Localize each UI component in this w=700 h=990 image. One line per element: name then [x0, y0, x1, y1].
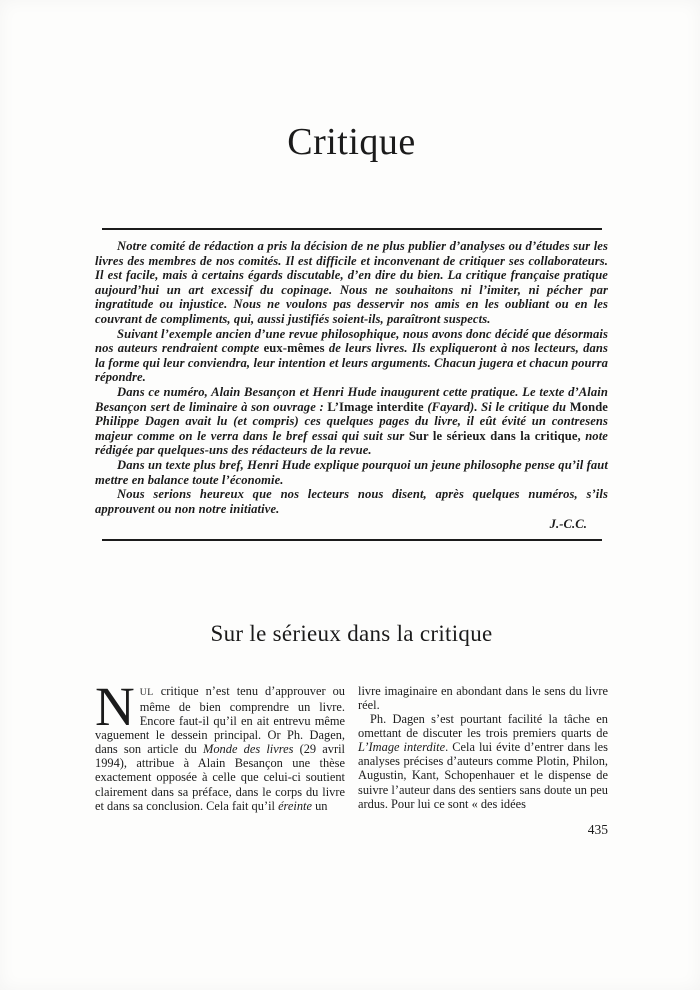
- drop-cap: N: [95, 675, 135, 737]
- horizontal-rule-bottom: [102, 539, 602, 541]
- page-number: 435: [587, 821, 608, 837]
- preamble-paragraph-5: Nous serions heureux que nos lecteurs nous disent, après quelques numéros, s’ils approuvent ou non notre initiative.: [95, 487, 608, 516]
- article-paragraph-opening-text: critique n’est tenu d’approuver ou même de bien comprendre un livre. Encore faut-il qu’il en ait entrevu même vaguement le dessein principal. Or Ph. Dagen, dans son article du Monde des livres (29 avril 1994), attribue à Alain Besançon une thèse exactement opposée à celle que celui-ci soutient clairement dans sa préface, dans le corps du livre et dans sa conclusion. Cela fait qu’il éreinte un: [95, 683, 346, 813]
- article-paragraph-continuation: livre imaginaire en abondant dans le sens du livre réel.: [358, 683, 608, 712]
- left-column: [95, 675, 346, 813]
- article-columns: [95, 675, 608, 813]
- article-title: Sur le sérieux dans la critique: [210, 620, 493, 646]
- horizontal-rule-top: [102, 228, 602, 230]
- preamble-paragraph-3: Dans ce numéro, Alain Besançon et Henri Hude inaugurent cette pratique. Le texte d’Alain Besançon sert de liminaire à son ouvrage : L’Image interdite (Fayard). Si le critique du Monde Philippe Dagen avait lu (et compris) ces quelques pages du livre, il eût évité un contresens majeur comme on le verra dans le bref essai qui suit sur Sur le sérieux dans la critique, note rédigée par quelques-uns des rédacteurs de la revue.: [95, 384, 608, 458]
- article-paragraph-opening: [95, 675, 346, 813]
- right-column: [358, 684, 608, 813]
- preamble-paragraph-1: Notre comité de rédaction a pris la décision de ne plus publier d’analyses ou d’études sur les livres des membres de nos comités. Il est difficile et inconvenant de critiquer ses collaborateurs. Il est facile, mais à certains égards discutable, d’en dire du bien. La critique française pratique aujourd’hui un art excessif du copinage. Nous ne souhaitons ni l’imiter, ni pécher par ingratitude ou injustice. Nous ne voulons pas desservir nos amis en les oubliant ou en les couvrant de compliments, qui, aussi justifiés soient-ils, paraîtront suspects.: [95, 239, 608, 326]
- editor-signature: J.-C.C.: [549, 517, 587, 532]
- page-title: Critique: [287, 121, 416, 163]
- article-paragraph-2: Ph. Dagen s’est pourtant facilité la tâche en omettant de discuter les trois premiers quarts de L’Image interdite. Cela lui évite d’entrer dans les analyses précises d’auteurs comme Plotin, Philon, Augustin, Kant, Schopenhauer et le dispense de suivre l’auteur dans des sentiers sans doute un peu ardus. Pour lui ce sont « des idées: [358, 712, 608, 811]
- drop-cap-smallcaps: UL: [139, 686, 154, 698]
- editorial-preamble: [95, 239, 608, 532]
- preamble-paragraph-4: Dans un texte plus bref, Henri Hude explique pourquoi un jeune philosophe pense qu’il faut mettre en balance toute l’économie.: [95, 457, 608, 487]
- preamble-paragraph-2: Suivant l’exemple ancien d’une revue philosophique, nous avons donc décidé que désormais nos auteurs rendraient compte eux-mêmes de leurs livres. Ils expliqueront à nos lecteurs, dans la forme qui leur conviendra, leur intention et leurs arguments. Chacun jugera et chacun pourra répondre.: [95, 326, 608, 385]
